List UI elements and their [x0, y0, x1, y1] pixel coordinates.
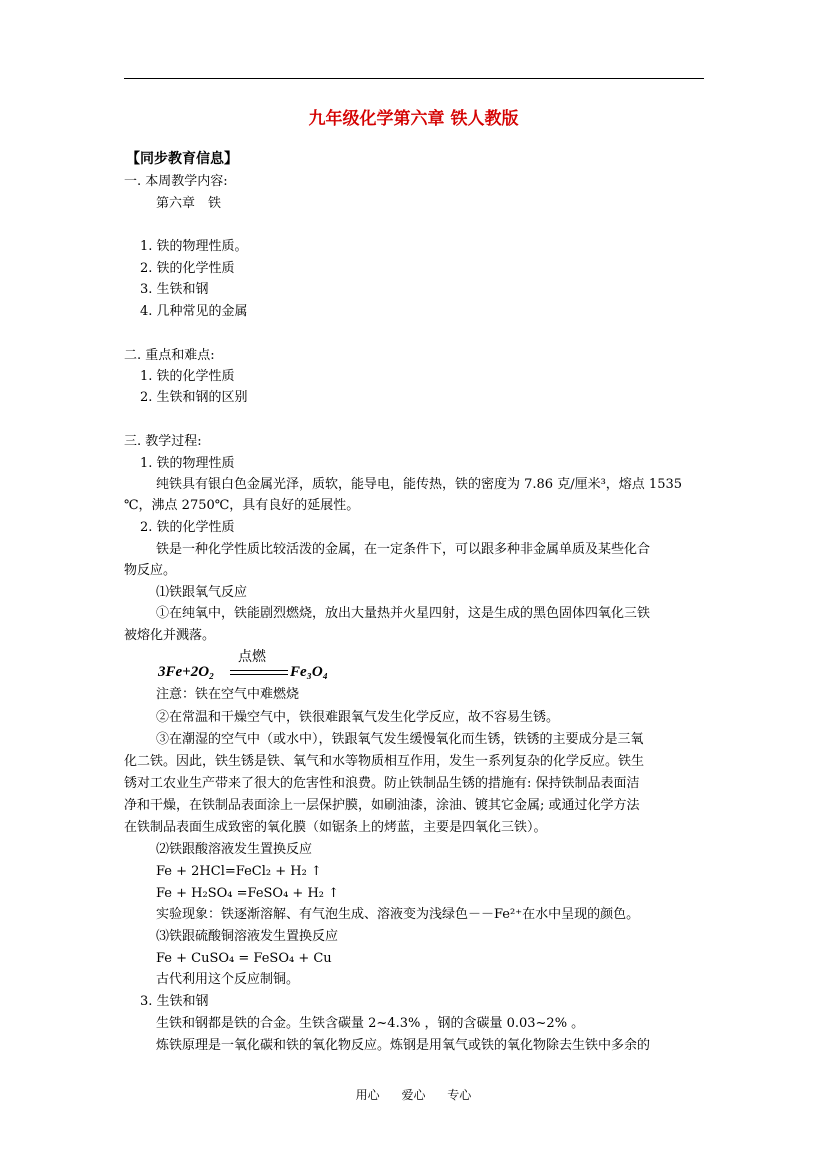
reaction-equation: Fe + CuSO₄ = FeSO₄ + Cu: [156, 951, 332, 966]
paragraph-line: 生铁和钢都是铁的合金。生铁含碳量 2~4.3% ，钢的含碳量 0.03~2% 。: [156, 1016, 585, 1031]
list-item: 1. 铁的化学性质: [140, 369, 235, 384]
list-item: 1. 铁的物理性质。: [140, 239, 248, 254]
header-rule: [124, 78, 704, 79]
list-item: 2. 铁的化学性质: [140, 261, 235, 276]
part1-chapter: 第六章 铁: [156, 196, 222, 211]
part3-heading: 三. 教学过程:: [124, 434, 202, 449]
paragraph-line: ℃，沸点 2750℃，具有良好的延展性。: [124, 498, 360, 513]
note-line: 注意：铁在空气中难燃烧: [156, 687, 300, 702]
page-footer: 用心 爱心 专心: [355, 1088, 472, 1102]
part2-heading: 二. 重点和难点:: [124, 348, 215, 363]
part1-heading: 一. 本周教学内容:: [124, 174, 228, 189]
subsection-title: 2. 铁的化学性质: [140, 520, 235, 535]
paragraph-line: 化二铁。因此，铁生锈是铁、氧气和水等物质相互作用，发生一系列复杂的化学反应。铁生: [124, 754, 645, 769]
paragraph-line: ①在纯氧中，铁能剧烈燃烧，放出大量热并火星四射，这是生成的黑色固体四氧化三铁: [156, 606, 651, 621]
subsection-title: 3. 生铁和钢: [140, 994, 209, 1009]
paragraph-line: 被熔化并溅落。: [124, 628, 216, 643]
section-heading: 【同步教育信息】: [126, 151, 238, 167]
list-item: 4. 几种常见的金属: [140, 304, 248, 319]
paragraph-line: 炼铁原理是一氧化碳和铁的氧化物反应。炼钢是用氧气或铁的氧化物除去生铁中多余的: [156, 1038, 651, 1053]
list-item: 2. 生铁和钢的区别: [140, 390, 248, 405]
paragraph-line: ②在常温和干燥空气中，铁很难跟氧气发生化学反应，故不容易生锈。: [156, 710, 560, 725]
equation-reactants: 3Fe+2O₂: [158, 664, 215, 680]
paragraph-line: 物反应。: [124, 563, 177, 578]
combustion-equation: [158, 646, 348, 682]
equation-bar: [230, 674, 288, 675]
paragraph-line: 纯铁具有银白色金属光泽，质软，能导电，能传热，铁的密度为 7.86 克/厘米³，熔点 1535: [156, 477, 683, 492]
subsection-title: 1. 铁的物理性质: [140, 456, 235, 471]
paragraph-line: 在铁制品表面生成致密的氧化膜（如锯条上的烤蓝，主要是四氧化三铁）。: [124, 820, 547, 835]
paragraph-line: 古代利用这个反应制铜。: [156, 972, 300, 987]
equation-condition: 点燃: [238, 649, 266, 665]
paragraph-line: 锈对工农业生产带来了很大的危害性和浪费。防止铁制品生锈的措施有: 保持铁制品表面洁: [124, 776, 640, 791]
paragraph-line: ③在潮湿的空气中（或水中），铁跟氧气发生缓慢氧化而生锈，铁锈的主要成分是三氧: [156, 732, 644, 747]
sub-heading: ⑶铁跟硫酸铜溶液发生置换反应: [156, 929, 339, 944]
sub-heading: ⑴铁跟氧气反应: [156, 585, 248, 600]
paragraph-line: 实验现象：铁逐渐溶解、有气泡生成、溶液变为浅绿色－－Fe²⁺在水中呈现的颜色。: [156, 907, 640, 922]
list-item: 3. 生铁和钢: [140, 282, 209, 297]
equation-bar: [230, 670, 288, 671]
sub-heading: ⑵铁跟酸溶液发生置换反应: [156, 842, 313, 857]
reaction-equation: Fe + 2HCl=FeCl₂ + H₂ ↑: [156, 864, 322, 879]
document-title: 九年级化学第六章 铁人教版: [308, 109, 519, 129]
reaction-equation: Fe + H₂SO₄ =FeSO₄ + H₂ ↑: [156, 886, 340, 901]
equation-product: Fe₃O₄: [290, 664, 328, 680]
paragraph-line: 净和干燥，在铁制品表面涂上一层保护膜，如刷油漆，涂油、镀其它金属; 或通过化学方法: [124, 798, 640, 813]
paragraph-line: 铁是一种化学性质比较活泼的金属，在一定条件下，可以跟多种非金属单质及某些化合: [156, 542, 651, 557]
